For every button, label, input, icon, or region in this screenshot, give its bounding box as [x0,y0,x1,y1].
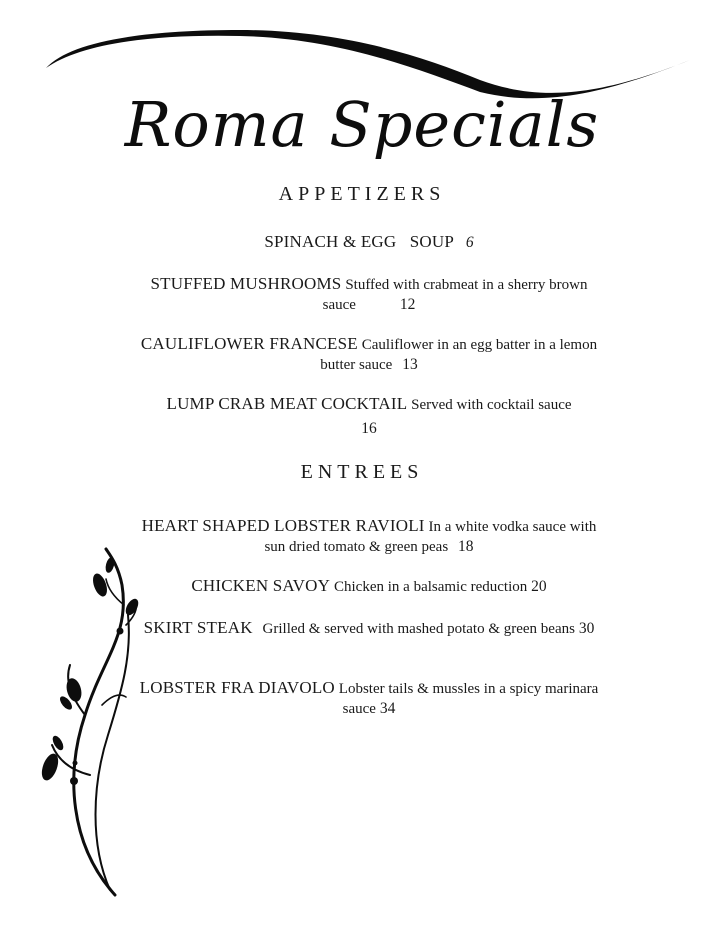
item-description: In a white vodka sauce with sun dried tomato & green peas [264,519,597,555]
item-price: 18 [458,538,474,555]
item-name: STUFFED MUSHROOMS [150,274,342,293]
item-price: 20 [531,578,547,595]
appetizers-heading: APPETIZERS [278,183,446,205]
appetizer-item [134,334,604,375]
item-name: LOBSTER FRA DIAVOLO [139,678,335,697]
entree-item [134,678,604,719]
item-name: HEART SHAPED LOBSTER RAVIOLI [141,516,425,535]
item-description: Grilled & served with mashed potato & green beans [262,621,575,637]
entree-item [134,516,604,557]
item-price: 13 [402,356,418,373]
item-price: 34 [379,700,396,717]
item-price: 16 [361,420,377,437]
item-name: SPINACH & EGG SOUP [264,232,454,251]
item-price: 30 [578,620,595,637]
item-description: Lobster tails & mussles in a spicy marinara sauce [338,681,599,717]
item-name: SKIRT STEAK [143,618,253,637]
entree-item [134,576,604,597]
item-description: Cauliflower in an egg batter in a lemon butter sauce [320,337,598,373]
item-price: 6 [465,234,474,251]
appetizer-item [134,232,604,252]
floral-vine-icon [30,545,140,905]
item-description: Stuffed with crabmeat in a sherry brown sauce [322,277,588,313]
item-price: 12 [399,296,416,313]
item-description: Served with cocktail sauce [411,397,572,413]
menu-title: Roma Specials [124,88,600,161]
appetizer-item [134,274,604,315]
item-description: Chicken in a balsamic reduction [334,579,528,595]
appetizer-item [134,394,604,438]
entrees-heading: ENTREES [300,461,424,483]
item-name: CAULIFLOWER FRANCESE [140,334,358,353]
item-name: LUMP CRAB MEAT COCKTAIL [166,394,408,413]
item-name: CHICKEN SAVOY [191,576,331,595]
entree-item [134,618,604,639]
